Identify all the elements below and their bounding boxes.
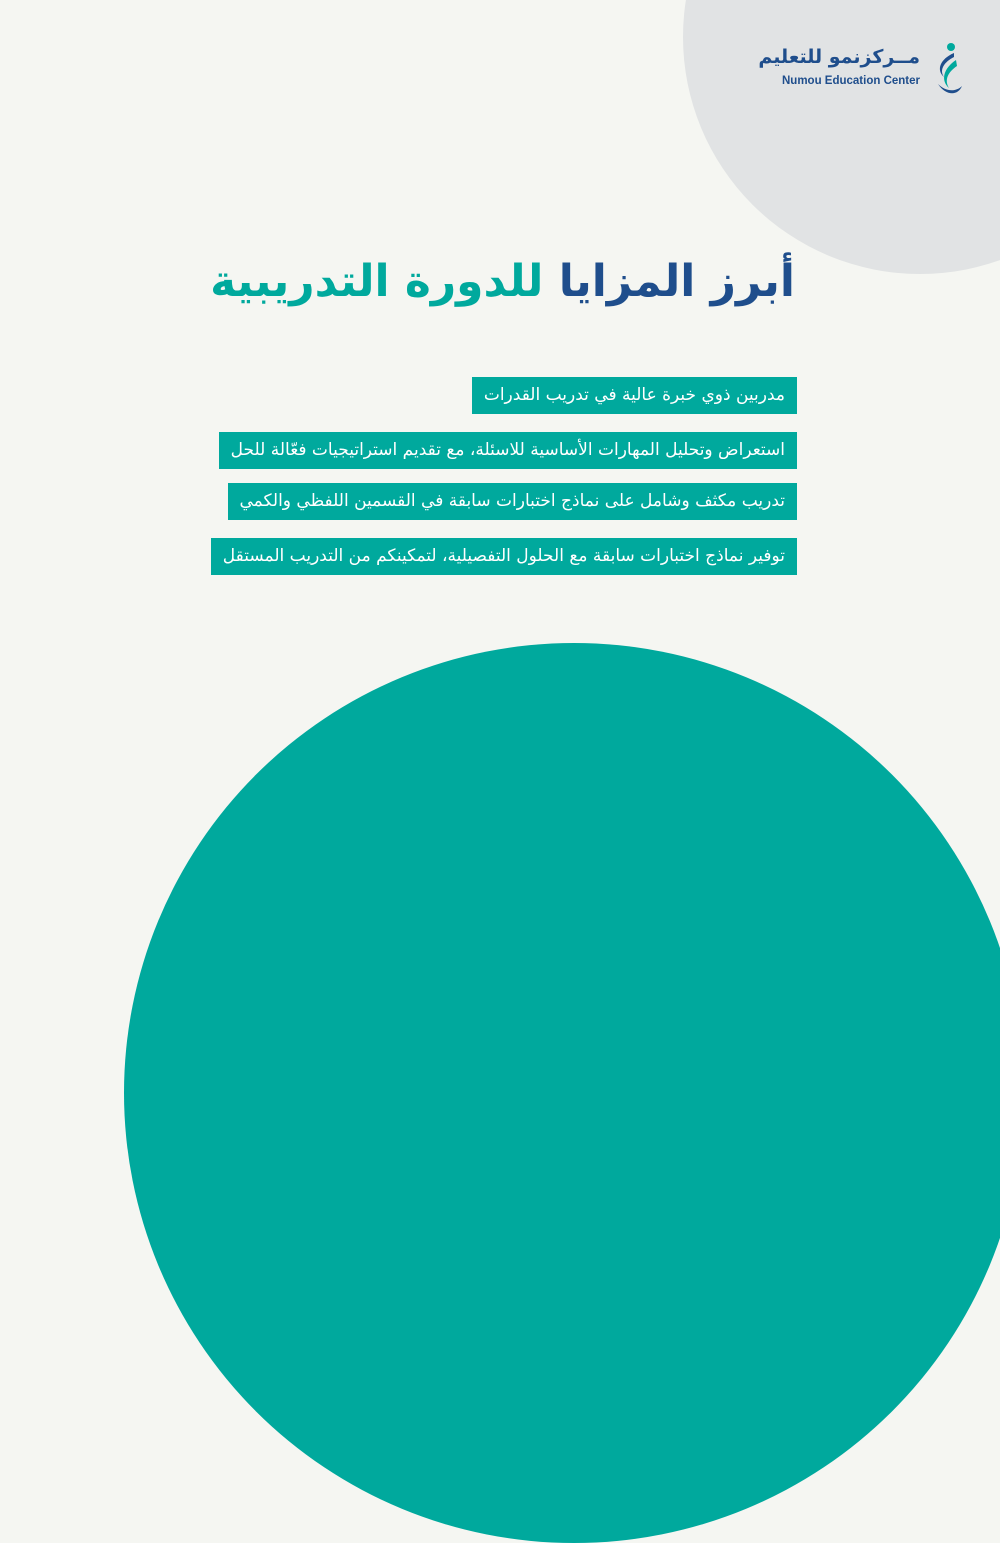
brand-mark-icon [930, 42, 964, 100]
feature-item-1: مدربين ذوي خبرة عالية في تدريب القدرات [472, 377, 797, 414]
decorative-circle-bottom [124, 643, 1000, 1543]
brand-name-arabic: مــركزنمو للتعليم [758, 46, 920, 68]
feature-item-3: تدريب مكثف وشامل على نماذج اختبارات سابقة في القسمين اللفظي والكمي [228, 483, 797, 520]
feature-item-4: توفير نماذج اختبارات سابقة مع الحلول التفصيلية، لتمكينكم من التدريب المستقل [211, 538, 797, 575]
brand-logo [758, 42, 964, 100]
page-title [210, 256, 795, 309]
title-course: للدورة التدريبية [210, 256, 544, 307]
brand-name-english: Numou Education Center [781, 75, 920, 87]
title-highlights: أبرز المزايا [558, 256, 795, 307]
feature-item-2: استعراض وتحليل المهارات الأساسية للاسئلة، مع تقديم استراتيجيات فعّالة للحل [219, 432, 797, 469]
